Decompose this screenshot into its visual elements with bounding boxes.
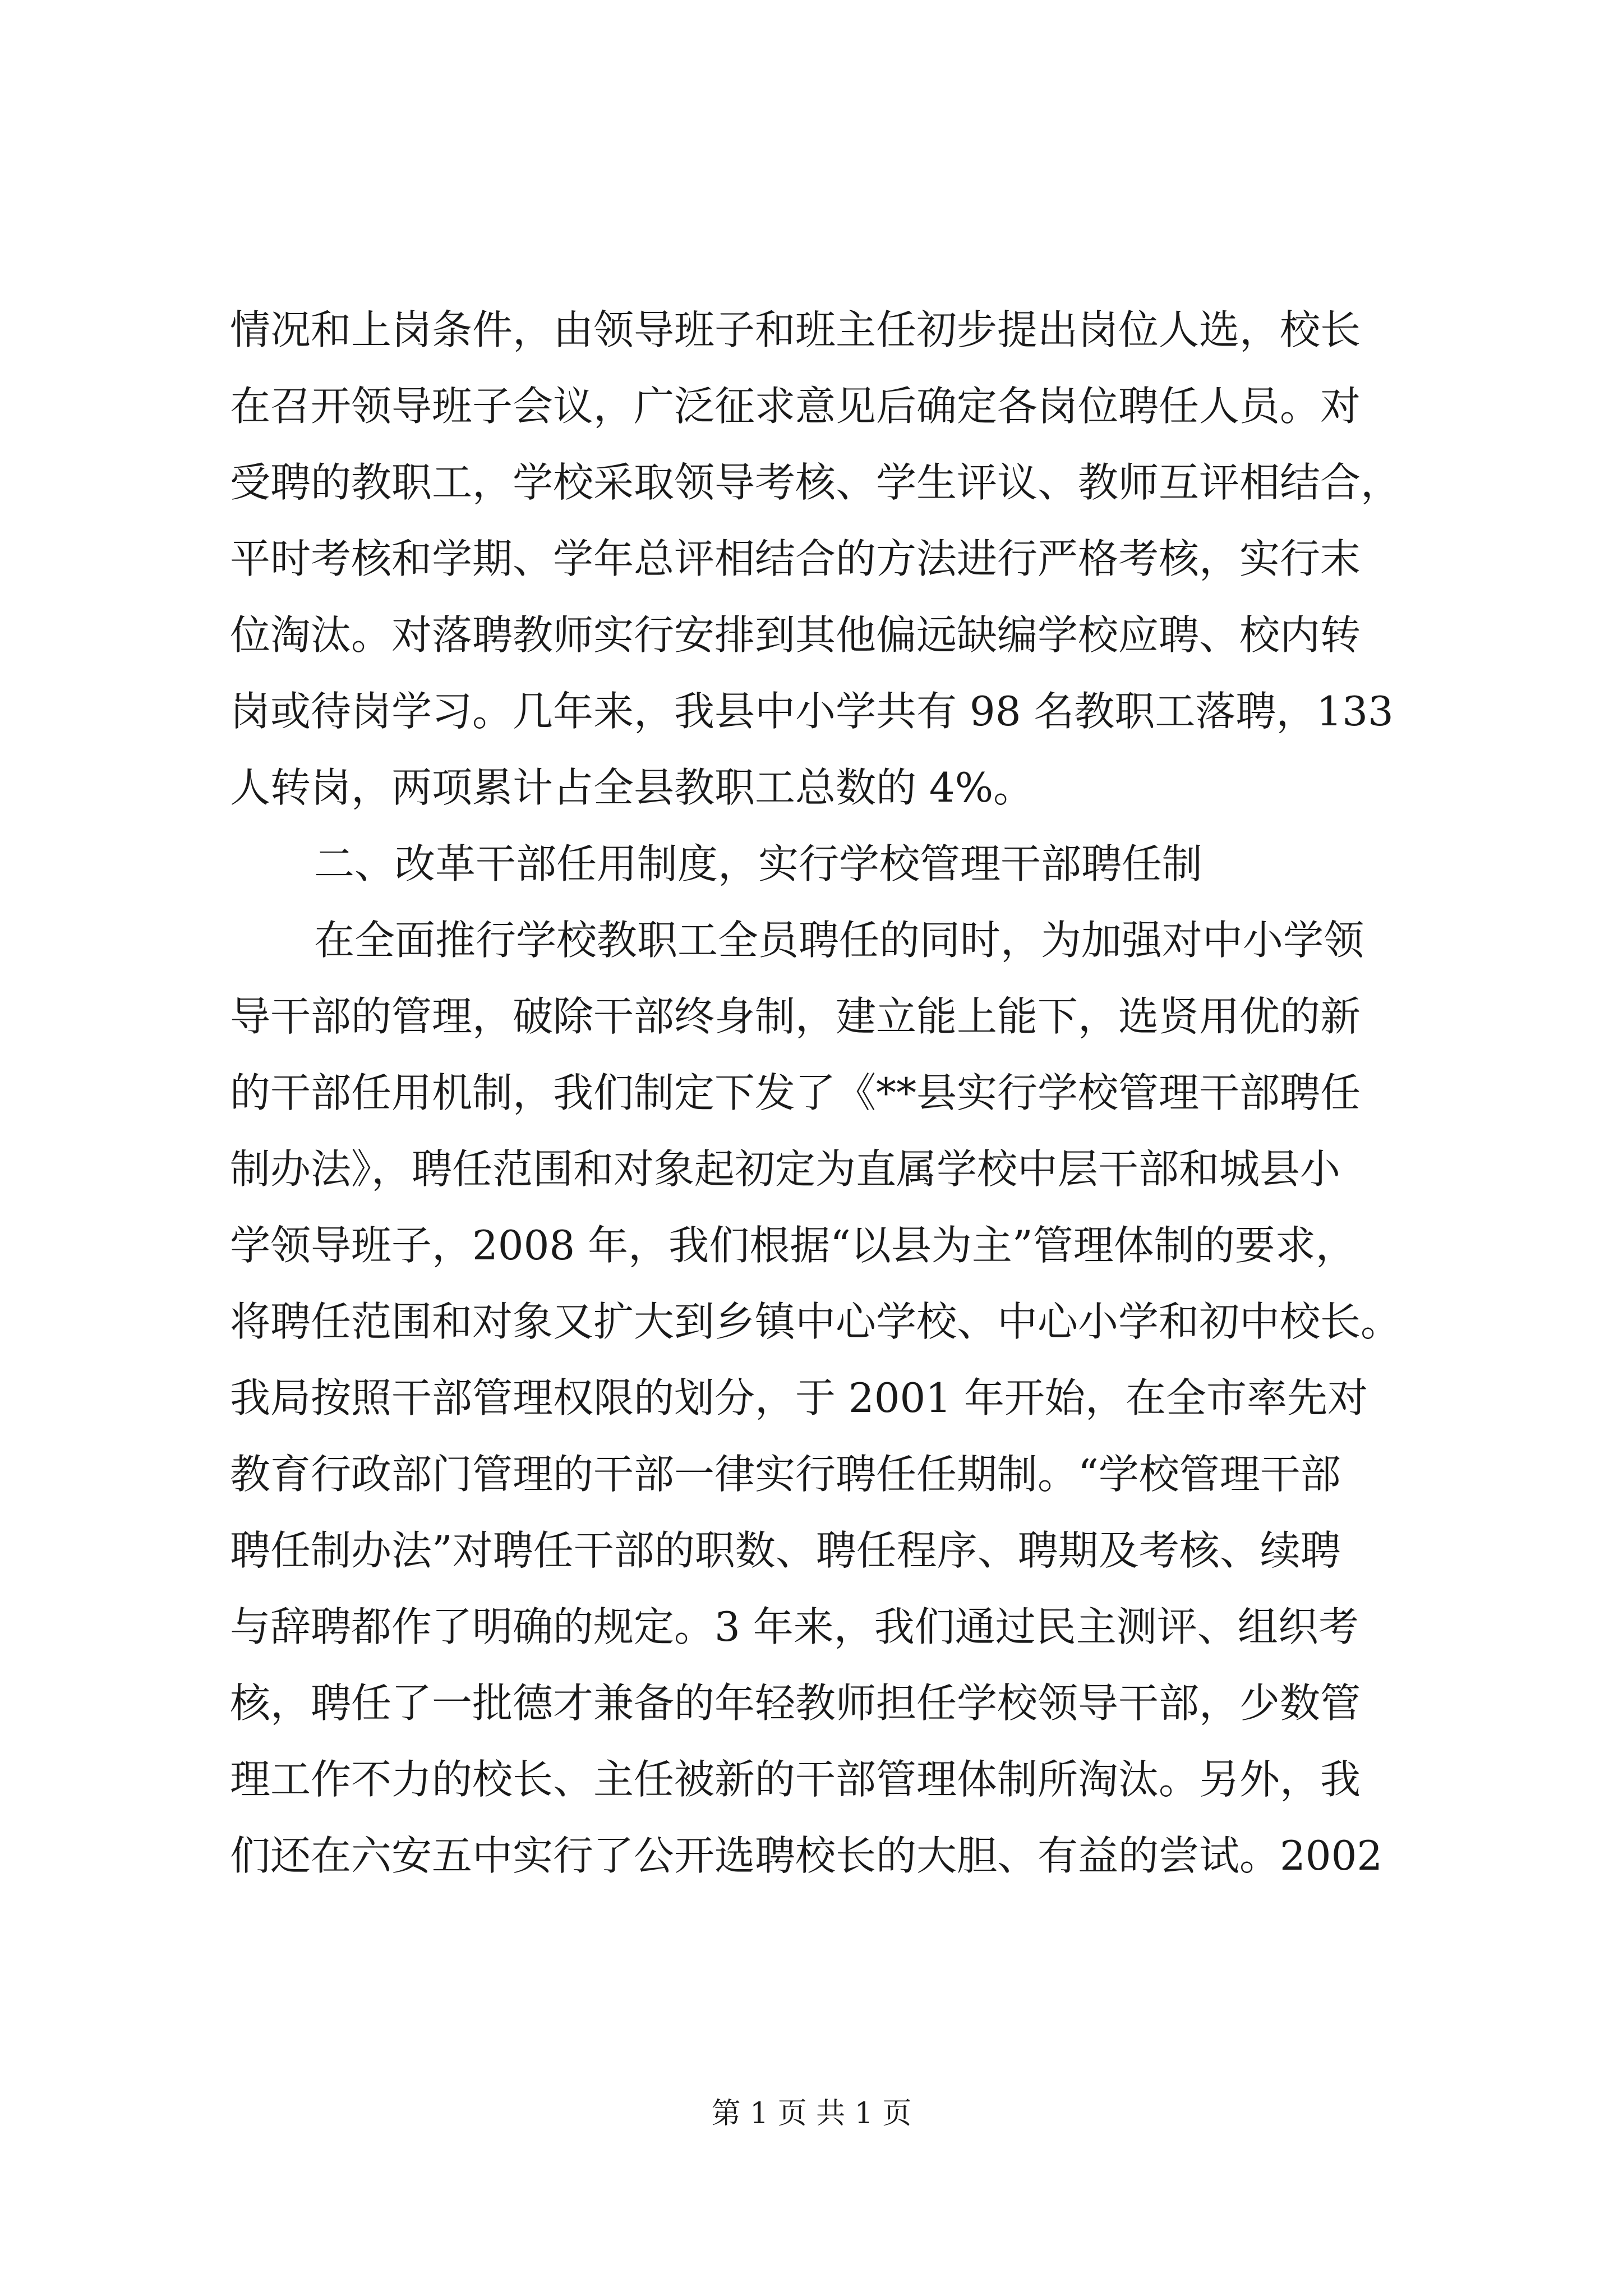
text-line: 我局按照干部管理权限的划分，于 2001 年开始，在全市率先对 [230, 1374, 1368, 1421]
text-line: 位淘汰。对落聘教师实行安排到其他偏远缺编学校应聘、校内转 [230, 611, 1361, 659]
text-line: 将聘任范围和对象又扩大到乡镇中心学校、中心小学和初中校长。 [230, 1298, 1401, 1345]
text-line: 教育行政部门管理的干部一律实行聘任任期制。“学校管理干部 [230, 1451, 1341, 1498]
text-line: 在全面推行学校教职工全员聘任的同时，为加强对中小学领 [314, 917, 1364, 964]
text-line: 平时考核和学期、学年总评相结合的方法进行严格考核，实行末 [230, 535, 1361, 582]
page-footer: 第 1 页 共 1 页 [711, 2097, 912, 2131]
text-line: 制办法》，聘任范围和对象起初定为直属学校中层干部和城县小 [230, 1145, 1341, 1193]
text-line: 导干部的管理，破除干部终身制，建立能上能下，选贤用优的新 [230, 993, 1361, 1040]
text-line: 岗或待岗学习。几年来，我县中小学共有 98 名教职工落聘，133 [230, 688, 1394, 735]
text-line: 的干部任用机制，我们制定下发了《**县实行学校管理干部聘任 [230, 1069, 1361, 1116]
text-line: 核，聘任了一批德才兼备的年轻教师担任学校领导干部，少数管 [230, 1680, 1361, 1727]
text-line: 与辞聘都作了明确的规定。3 年来，我们通过民主测评、组织考 [230, 1603, 1359, 1650]
document-body [230, 292, 1402, 1894]
text-line: 情况和上岗条件，由领导班子和班主任初步提出岗位人选，校长 [230, 306, 1361, 353]
text-line: 聘任制办法”对聘任干部的职数、聘任程序、聘期及考核、续聘 [230, 1527, 1341, 1574]
text-line: 们还在六安五中实行了公开选聘校长的大胆、有益的尝试。2002 [230, 1832, 1383, 1879]
text-line: 人转岗，两项累计占全县教职工总数的 4%。 [230, 764, 1034, 811]
text-line: 理工作不力的校长、主任被新的干部管理体制所淘汰。另外，我 [230, 1756, 1361, 1803]
text-line: 受聘的教职工，学校采取领导考核、学生评议、教师互评相结合， [230, 459, 1401, 506]
section-heading: 二、改革干部任用制度，实行学校管理干部聘任制 [314, 840, 1203, 887]
text-line: 在召开领导班子会议，广泛征求意见后确定各岗位聘任人员。对 [230, 383, 1361, 430]
text-line: 学领导班子，2008 年，我们根据“以县为主”管理体制的要求， [230, 1222, 1356, 1269]
